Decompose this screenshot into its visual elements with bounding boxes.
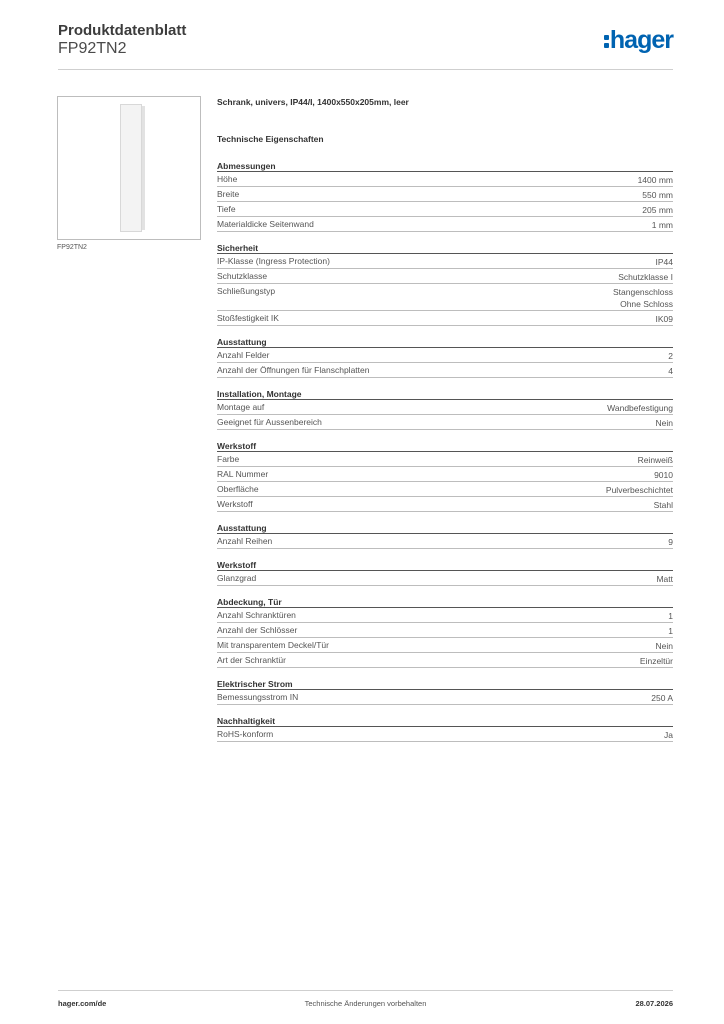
property-value-line: Schutzklasse I	[618, 272, 673, 282]
property-value-line: Pulverbeschichtet	[605, 485, 673, 495]
property-value	[656, 313, 674, 325]
property-row	[217, 254, 673, 269]
property-value-line: Nein	[655, 641, 673, 651]
property-value	[652, 219, 673, 231]
footer-notice: Technische Änderungen vorbehalten	[304, 999, 427, 1008]
property-label: RAL Nummer	[217, 469, 269, 479]
property-value	[668, 610, 673, 622]
property-row	[217, 653, 673, 668]
property-value-line: IK09	[655, 314, 673, 324]
property-section	[217, 559, 673, 586]
property-value	[606, 484, 673, 496]
page-footer	[58, 990, 673, 1014]
property-label: Schließungstyp	[217, 286, 276, 296]
property-value	[668, 625, 673, 637]
property-label: Anzahl der Schlösser	[217, 625, 298, 635]
property-value	[638, 454, 673, 466]
page-header	[58, 20, 673, 70]
property-value-line: 205 mm	[642, 205, 673, 215]
property-row	[217, 415, 673, 430]
property-row	[217, 284, 673, 311]
section-title: Abdeckung, Tür	[217, 596, 673, 608]
property-row	[217, 571, 673, 586]
property-value-line: 1	[668, 611, 673, 621]
property-value-line: 4	[668, 366, 673, 376]
property-row	[217, 348, 673, 363]
property-label: Montage auf	[217, 402, 265, 412]
property-label: Mit transparentem Deckel/Tür	[217, 640, 329, 650]
property-value	[642, 189, 673, 201]
property-label: Tiefe	[217, 204, 236, 214]
section-title: Ausstattung	[217, 522, 673, 534]
property-value	[607, 402, 673, 414]
property-value-line: Stahl	[653, 500, 673, 510]
property-row	[217, 623, 673, 638]
section-title: Ausstattung	[217, 336, 673, 348]
section-title: Installation, Montage	[217, 388, 673, 400]
property-row	[217, 172, 673, 187]
property-label: Farbe	[217, 454, 240, 464]
product-image-caption: FP92TN2	[57, 244, 87, 251]
property-value-line: IP44	[655, 257, 673, 267]
property-value	[654, 469, 673, 481]
property-section	[217, 336, 673, 378]
product-details	[217, 96, 673, 752]
document-title: Produktdatenblatt	[58, 22, 187, 39]
property-row	[217, 452, 673, 467]
property-label: IP-Klasse (Ingress Protection)	[217, 256, 330, 266]
property-row	[217, 363, 673, 378]
property-value	[618, 271, 673, 283]
logo-text: hager	[609, 26, 673, 54]
section-title: Sicherheit	[217, 242, 673, 254]
property-label: Oberfläche	[217, 484, 259, 494]
property-value	[656, 256, 674, 268]
property-value-line: Einzeltür	[639, 656, 673, 666]
property-row	[217, 187, 673, 202]
property-section	[217, 715, 673, 742]
property-value-line: 9010	[654, 470, 673, 480]
property-value-line: Reinweiß	[637, 455, 673, 465]
property-row	[217, 534, 673, 549]
property-row	[217, 727, 673, 742]
property-label: Werkstoff	[217, 499, 253, 509]
property-section	[217, 596, 673, 668]
property-value	[664, 729, 673, 741]
property-row	[217, 269, 673, 284]
property-value	[668, 350, 673, 362]
property-value	[656, 640, 673, 652]
property-row	[217, 467, 673, 482]
property-value-line: 1 mm	[651, 220, 673, 230]
property-label: Art der Schranktür	[217, 655, 286, 665]
property-value-line: Stangenschloss	[612, 287, 673, 297]
property-value-line: 2	[668, 351, 673, 361]
property-label: Schutzklasse	[217, 271, 268, 281]
technical-properties-title: Technische Eigenschaften	[217, 134, 324, 144]
property-row	[217, 497, 673, 512]
property-label: Anzahl Schranktüren	[217, 610, 296, 620]
property-value	[668, 365, 673, 377]
property-section	[217, 160, 673, 232]
section-title: Elektrischer Strom	[217, 678, 673, 690]
property-value-line: 550 mm	[642, 190, 673, 200]
property-label: RoHS-konform	[217, 729, 274, 739]
logo-dots-icon	[604, 32, 609, 51]
product-description: Schrank, univers, IP44/I, 1400x550x205mm, leer	[217, 97, 409, 107]
property-label: Glanzgrad	[217, 573, 257, 583]
property-label: Anzahl der Öffnungen für Flanschplatten	[217, 365, 370, 375]
property-row	[217, 638, 673, 653]
property-row	[217, 482, 673, 497]
property-value	[668, 536, 673, 548]
property-value-line: Ja	[664, 730, 673, 740]
property-value	[640, 655, 673, 667]
property-value-line: Matt	[656, 574, 673, 584]
property-value-line: 250 A	[651, 693, 673, 703]
property-row	[217, 217, 673, 232]
property-label: Breite	[217, 189, 240, 199]
footer-website[interactable]: hager.com/de	[58, 999, 107, 1008]
section-title: Werkstoff	[217, 559, 673, 571]
property-label: Stoßfestigkeit IK	[217, 313, 279, 323]
property-label: Höhe	[217, 174, 238, 184]
property-value	[656, 573, 673, 585]
section-title: Nachhaltigkeit	[217, 715, 673, 727]
property-label: Bemessungsstrom IN	[217, 692, 299, 702]
property-value-line: 1	[668, 626, 673, 636]
property-label: Materialdicke Seitenwand	[217, 219, 314, 229]
property-value	[613, 286, 673, 310]
hager-logo	[604, 26, 673, 55]
section-title: Werkstoff	[217, 440, 673, 452]
property-section	[217, 522, 673, 549]
property-label: Anzahl Felder	[217, 350, 270, 360]
section-title: Abmessungen	[217, 160, 673, 172]
properties-table	[217, 160, 673, 742]
property-value	[642, 204, 673, 216]
property-row	[217, 400, 673, 415]
property-value-line: Nein	[655, 418, 673, 428]
property-section	[217, 678, 673, 705]
property-section	[217, 440, 673, 512]
property-value	[656, 417, 673, 429]
cabinet-side-icon	[142, 106, 145, 230]
property-row	[217, 202, 673, 217]
property-label: Geeignet für Aussenbereich	[217, 417, 322, 427]
product-code: FP92TN2	[58, 40, 127, 57]
property-value	[651, 692, 673, 704]
property-value-line: Ohne Schloss	[620, 299, 673, 309]
property-label: Anzahl Reihen	[217, 536, 273, 546]
footer-date: 28.07.2026	[635, 999, 673, 1008]
property-row	[217, 608, 673, 623]
property-value-line: 9	[668, 537, 673, 547]
property-section	[217, 388, 673, 430]
property-value	[638, 174, 673, 186]
property-row	[217, 690, 673, 705]
property-value-line: Wandbefestigung	[607, 403, 673, 413]
property-section	[217, 242, 673, 326]
product-image	[57, 96, 201, 240]
cabinet-front-icon	[120, 104, 142, 232]
property-value	[654, 499, 673, 511]
property-row	[217, 311, 673, 326]
property-value-line: 1400 mm	[637, 175, 673, 185]
